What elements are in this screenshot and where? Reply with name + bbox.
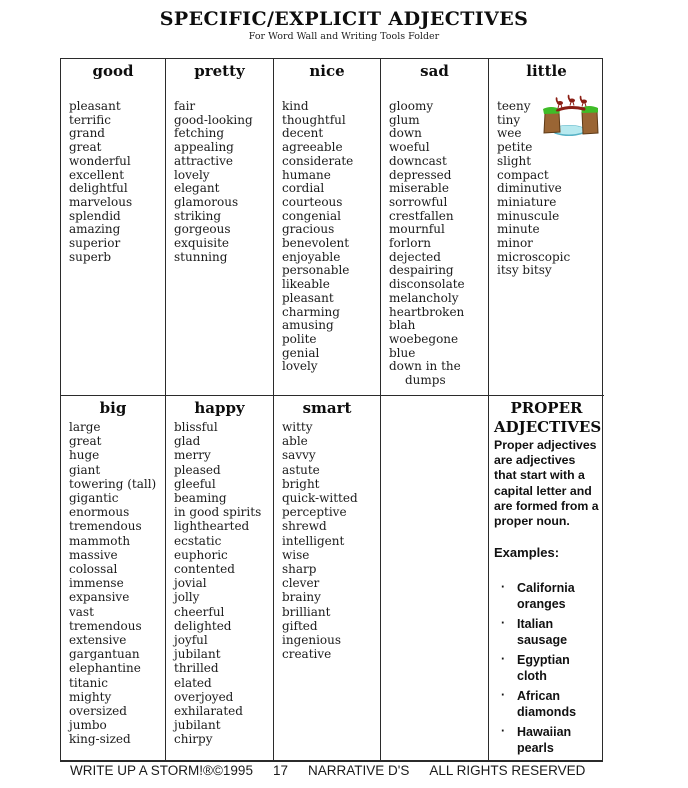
column-header-happy: happy	[194, 399, 245, 417]
column-proper-adjectives	[489, 396, 604, 760]
word: dejected	[389, 249, 441, 264]
word: genial	[282, 345, 320, 360]
empty-cell	[381, 396, 489, 760]
word: clever	[282, 576, 320, 591]
word: elephantine	[69, 661, 141, 676]
example-item: · Egyptian cloth	[494, 652, 599, 684]
example-item: · California oranges	[494, 580, 599, 612]
word: beaming	[174, 491, 227, 506]
word: miniature	[497, 194, 557, 209]
word: quick-witted	[282, 491, 358, 506]
word: giant	[69, 462, 101, 477]
word: bright	[282, 476, 320, 491]
word: fetching	[174, 126, 225, 141]
word: lighthearted	[174, 519, 250, 534]
word: charming	[282, 304, 340, 319]
word: in good spirits	[174, 505, 262, 520]
word: wonderful	[69, 153, 131, 168]
word-list-nice	[274, 100, 380, 374]
word: shrewd	[282, 519, 327, 534]
word: blue	[389, 345, 416, 360]
word: brilliant	[282, 604, 331, 619]
word: creative	[282, 647, 332, 662]
word: courteous	[282, 194, 343, 209]
column-header-sad: sad	[420, 62, 449, 80]
word: astute	[282, 462, 320, 477]
word: fair	[174, 99, 196, 113]
example-item: · Italian sausage	[494, 616, 599, 648]
column-big	[61, 396, 166, 760]
footer-rights: ALL RIGHTS RESERVED	[429, 763, 586, 778]
page-footer	[70, 763, 585, 778]
column-pretty	[166, 59, 274, 396]
word: teeny	[497, 99, 531, 113]
word: microscopic	[497, 249, 571, 264]
word: down in the dumps	[389, 359, 461, 388]
word: elegant	[174, 181, 220, 196]
word: able	[282, 434, 308, 449]
column-header-smart: smart	[302, 399, 352, 417]
word: great	[69, 434, 102, 449]
word: contented	[174, 562, 235, 577]
word: king-sized	[69, 732, 131, 747]
word: humane	[282, 167, 331, 182]
word: heartbroken	[389, 304, 465, 319]
word: mournful	[389, 222, 445, 237]
word: enjoyable	[282, 249, 341, 264]
word: pleasant	[69, 99, 121, 113]
word: marvelous	[69, 194, 133, 209]
word: miserable	[389, 181, 449, 196]
column-smart	[274, 396, 381, 760]
word: superior	[69, 236, 121, 251]
word: compact	[497, 167, 549, 182]
word: lovely	[174, 167, 210, 182]
word: downcast	[389, 153, 447, 168]
word: gorgeous	[174, 222, 231, 237]
column-header-nice: nice	[309, 62, 345, 80]
word: glum	[389, 112, 420, 127]
proper-adjectives-block	[489, 399, 604, 756]
column-sad	[381, 59, 489, 396]
word: enormous	[69, 505, 130, 520]
word-list-sad	[381, 100, 488, 388]
word: large	[69, 420, 101, 434]
column-nice	[274, 59, 381, 396]
word: gifted	[282, 618, 318, 633]
word: overjoyed	[174, 689, 234, 704]
word: polite	[282, 331, 317, 346]
footer-page-number: 17	[272, 763, 288, 778]
column-happy	[166, 396, 274, 760]
word: personable	[282, 263, 350, 278]
word: excellent	[69, 167, 125, 182]
word: woeful	[389, 140, 430, 155]
word: despairing	[389, 263, 454, 278]
word: pleased	[174, 462, 221, 477]
word: gargantuan	[69, 647, 140, 662]
word: considerate	[282, 153, 354, 168]
word: cheerful	[174, 604, 225, 619]
word: pleasant	[282, 290, 334, 305]
example-item: · Hawaiian pearls	[494, 724, 599, 756]
word: down	[389, 126, 422, 141]
word: ecstatic	[174, 533, 222, 548]
word: perceptive	[282, 505, 347, 520]
word: towering (tall)	[69, 476, 157, 491]
column-little	[489, 59, 604, 396]
word: superb	[69, 249, 112, 264]
page-title: SPECIFIC/EXPLICIT ADJECTIVES	[159, 8, 529, 30]
word: savvy	[282, 448, 316, 463]
word: diminutive	[497, 181, 562, 196]
word: glamorous	[174, 194, 239, 209]
word: lovely	[282, 359, 318, 374]
word: melancholy	[389, 290, 459, 305]
word: appealing	[174, 140, 234, 155]
word: ingenious	[282, 633, 342, 648]
word: glad	[174, 434, 201, 449]
word: thoughtful	[282, 112, 346, 127]
word: forlorn	[389, 236, 431, 251]
word-list-smart	[274, 420, 380, 661]
word: massive	[69, 547, 118, 562]
word: minute	[497, 222, 540, 237]
proper-adjectives-title: PROPER ADJECTIVES	[494, 399, 602, 436]
word: likeable	[282, 277, 330, 292]
word: slight	[497, 153, 532, 168]
word: splendid	[69, 208, 121, 223]
word: gigantic	[69, 491, 119, 506]
word: cordial	[282, 181, 325, 196]
word: congenial	[282, 208, 342, 223]
word: grand	[69, 126, 105, 141]
examples-label: Examples:	[494, 545, 560, 561]
word: elated	[174, 675, 212, 690]
word: itsy bitsy	[497, 263, 552, 278]
word: crestfallen	[389, 208, 454, 223]
word: kind	[282, 99, 309, 113]
word-list-pretty	[166, 100, 273, 264]
word: joyful	[174, 633, 208, 648]
word: striking	[174, 208, 222, 223]
word: tremendous	[69, 618, 142, 633]
word: petite	[497, 140, 533, 155]
word: blissful	[174, 420, 218, 434]
word: intelligent	[282, 533, 345, 548]
proper-adjectives-description: Proper adjectives are adjectives that start with a capital letter and are formed from a proper noun.	[494, 438, 599, 529]
word: attractive	[174, 153, 233, 168]
page-subtitle: For Word Wall and Writing Tools Folder	[248, 31, 440, 42]
word: tiny	[497, 112, 521, 127]
word: blah	[389, 318, 416, 333]
footer-series: NARRATIVE D'S	[307, 763, 410, 778]
word-list-good	[61, 100, 165, 264]
word: delightful	[69, 181, 128, 196]
word: extensive	[69, 633, 127, 648]
word: mammoth	[69, 533, 131, 548]
word: expansive	[69, 590, 130, 605]
word: benevolent	[282, 236, 350, 251]
word: sharp	[282, 562, 317, 577]
column-header-pretty: pretty	[194, 62, 245, 80]
word: gloomy	[389, 99, 434, 113]
word: jovial	[174, 576, 207, 591]
footer-publisher: WRITE UP A STORM!®©1995	[70, 763, 253, 778]
word: mighty	[69, 689, 112, 704]
word: jubilant	[174, 647, 221, 662]
word: woebegone	[389, 331, 459, 346]
word: merry	[174, 448, 211, 463]
word: depressed	[389, 167, 452, 182]
examples-list	[494, 580, 599, 756]
word: exquisite	[174, 236, 230, 251]
word: stunning	[174, 249, 228, 264]
word: sorrowful	[389, 194, 448, 209]
word: jumbo	[69, 718, 107, 733]
word: titanic	[69, 675, 108, 690]
word: chirpy	[174, 732, 213, 747]
word-list-happy	[166, 420, 273, 747]
word: amusing	[282, 318, 334, 333]
word-list-big	[61, 420, 165, 747]
word: terrific	[69, 112, 111, 127]
word: oversized	[69, 704, 127, 719]
word: jubilant	[174, 718, 221, 733]
word: vast	[69, 604, 94, 619]
word: witty	[282, 420, 313, 434]
word: good-looking	[174, 112, 253, 127]
word: brainy	[282, 590, 321, 605]
word: exhilarated	[174, 704, 243, 719]
word: wise	[282, 547, 310, 562]
tiny-creatures-bridge-illustration-icon	[542, 92, 600, 137]
word: minuscule	[497, 208, 560, 223]
word: great	[69, 140, 102, 155]
word: gracious	[282, 222, 335, 237]
word: delighted	[174, 618, 232, 633]
word: euphoric	[174, 547, 228, 562]
word: immense	[69, 576, 124, 591]
word: tremendous	[69, 519, 142, 534]
adjectives-table	[60, 58, 603, 762]
word: huge	[69, 448, 100, 463]
word: gleeful	[174, 476, 216, 491]
example-item: · African diamonds	[494, 688, 599, 720]
word: agreeable	[282, 140, 343, 155]
word: amazing	[69, 222, 121, 237]
column-header-little: little	[526, 62, 567, 80]
column-header-big: big	[99, 399, 127, 417]
word: jolly	[174, 590, 200, 605]
word: thrilled	[174, 661, 219, 676]
word: disconsolate	[389, 277, 465, 292]
word: wee	[497, 126, 522, 141]
word: minor	[497, 236, 533, 251]
column-good	[61, 59, 166, 396]
word: colossal	[69, 562, 118, 577]
column-header-good: good	[92, 62, 134, 80]
word: decent	[282, 126, 324, 141]
